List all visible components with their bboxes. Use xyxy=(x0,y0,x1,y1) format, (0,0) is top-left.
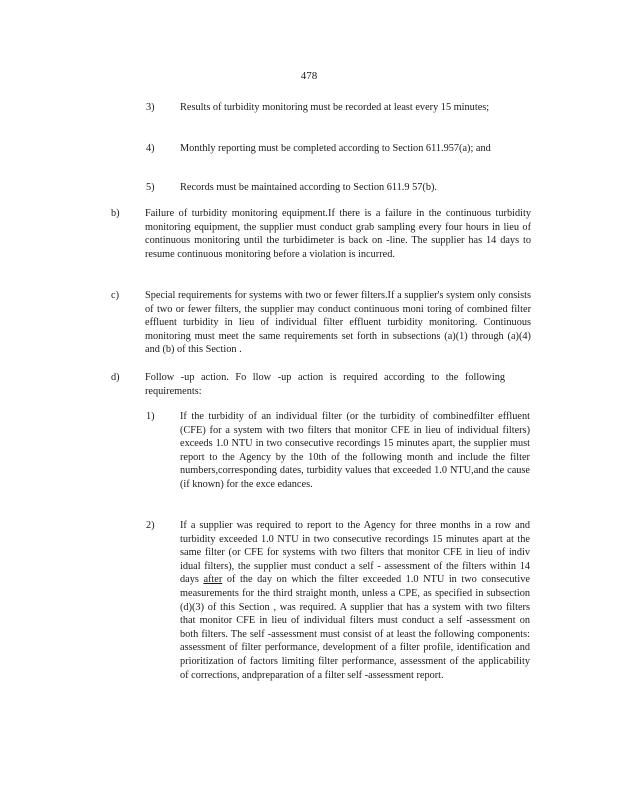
item-4-text: Monthly reporting must be completed according to Section 611.957(a); and xyxy=(180,143,491,154)
d-item-1-text: If the turbidity of an individual filter (or the turbidity of combinedfilter effluent (CFE) for a system with two filters that monitor CFE in lieu of individual filters) exceeds 1.0 NTU in two consecutive recordings 15 minutes apart, the supplier must report to the Agency by the 10th of the following month and include the filter numbers,corresponding dates, turbidity values that exceeded 1.0 NTU,and the cause (if known) for the exce edances. xyxy=(180,411,530,490)
item-4-marker: 4) xyxy=(146,143,155,154)
item-5-text: Records must be maintained according to Section 611.9 57(b). xyxy=(180,182,437,193)
page-number: 478 xyxy=(300,70,318,82)
d-item-2-text xyxy=(180,519,530,682)
d-item-2-text-end: of the day on which the filter exceeded 1.0 NTU in two consecutive measurements for the third straight month, unless a CPE, as specified in subsection (d)(3) of this Section , was required. A supplier that has a system with two filters that monitor CFE in lieu of individual filters must conduct a self -assessment on both filters. The self -assessment must consist of at least the following components: assessment of filter performance, development of a filter profile, identification and prioritization of factors limiting filter performance, assessment of the applicability of corrections, andpreparation of a filter self -assessment report. xyxy=(180,574,530,681)
section-c-marker: c) xyxy=(111,290,119,301)
item-3-marker: 3) xyxy=(146,102,155,113)
section-b-marker: b) xyxy=(111,208,120,219)
d-item-1-marker: 1) xyxy=(146,411,155,422)
section-b-text: Failure of turbidity monitoring equipment.If there is a failure in the continuous turbidity monitoring equipment, the supplier must conduct grab sampling every four hours in lieu of continuous monitoring until the turbidimeter is back on -line. The supplier has 14 days to resume continuous monitoring before a violation is incurred. xyxy=(145,208,531,260)
item-3-text: Results of turbidity monitoring must be recorded at least every 15 minutes; xyxy=(180,102,490,113)
item-5-marker: 5) xyxy=(146,182,155,193)
section-d-text: Follow -up action. Fo llow -up action is required according to the following requirements: xyxy=(145,372,505,397)
section-c-text: Special requirements for systems with two or fewer filters.If a supplier's system only consists of two or fewer filters, the supplier may conduct continuous moni toring of combined filter effluent turbidity in lieu of individual filter effluent turbidity monitoring. Continuous monitoring must meet the same requirements set forth in subsections (a)(1) through (a)(4) and (b) of this Section . xyxy=(145,290,531,356)
d-item-2-text-start: If a supplier was required to report to the Agency for three months in a row and turbidity exceeded 1.0 NTU in two consecutive recordings 15 minutes apart at the same filter (or CFE for systems with two filters that monitor CFE in lieu of indiv idual filters), the supplier must conduct a self - assessment of the filters within 14 days xyxy=(180,520,530,586)
d-item-2-marker: 2) xyxy=(146,520,155,531)
d-item-2-underlined-word: after xyxy=(203,574,223,586)
section-d-marker: d) xyxy=(111,372,120,383)
